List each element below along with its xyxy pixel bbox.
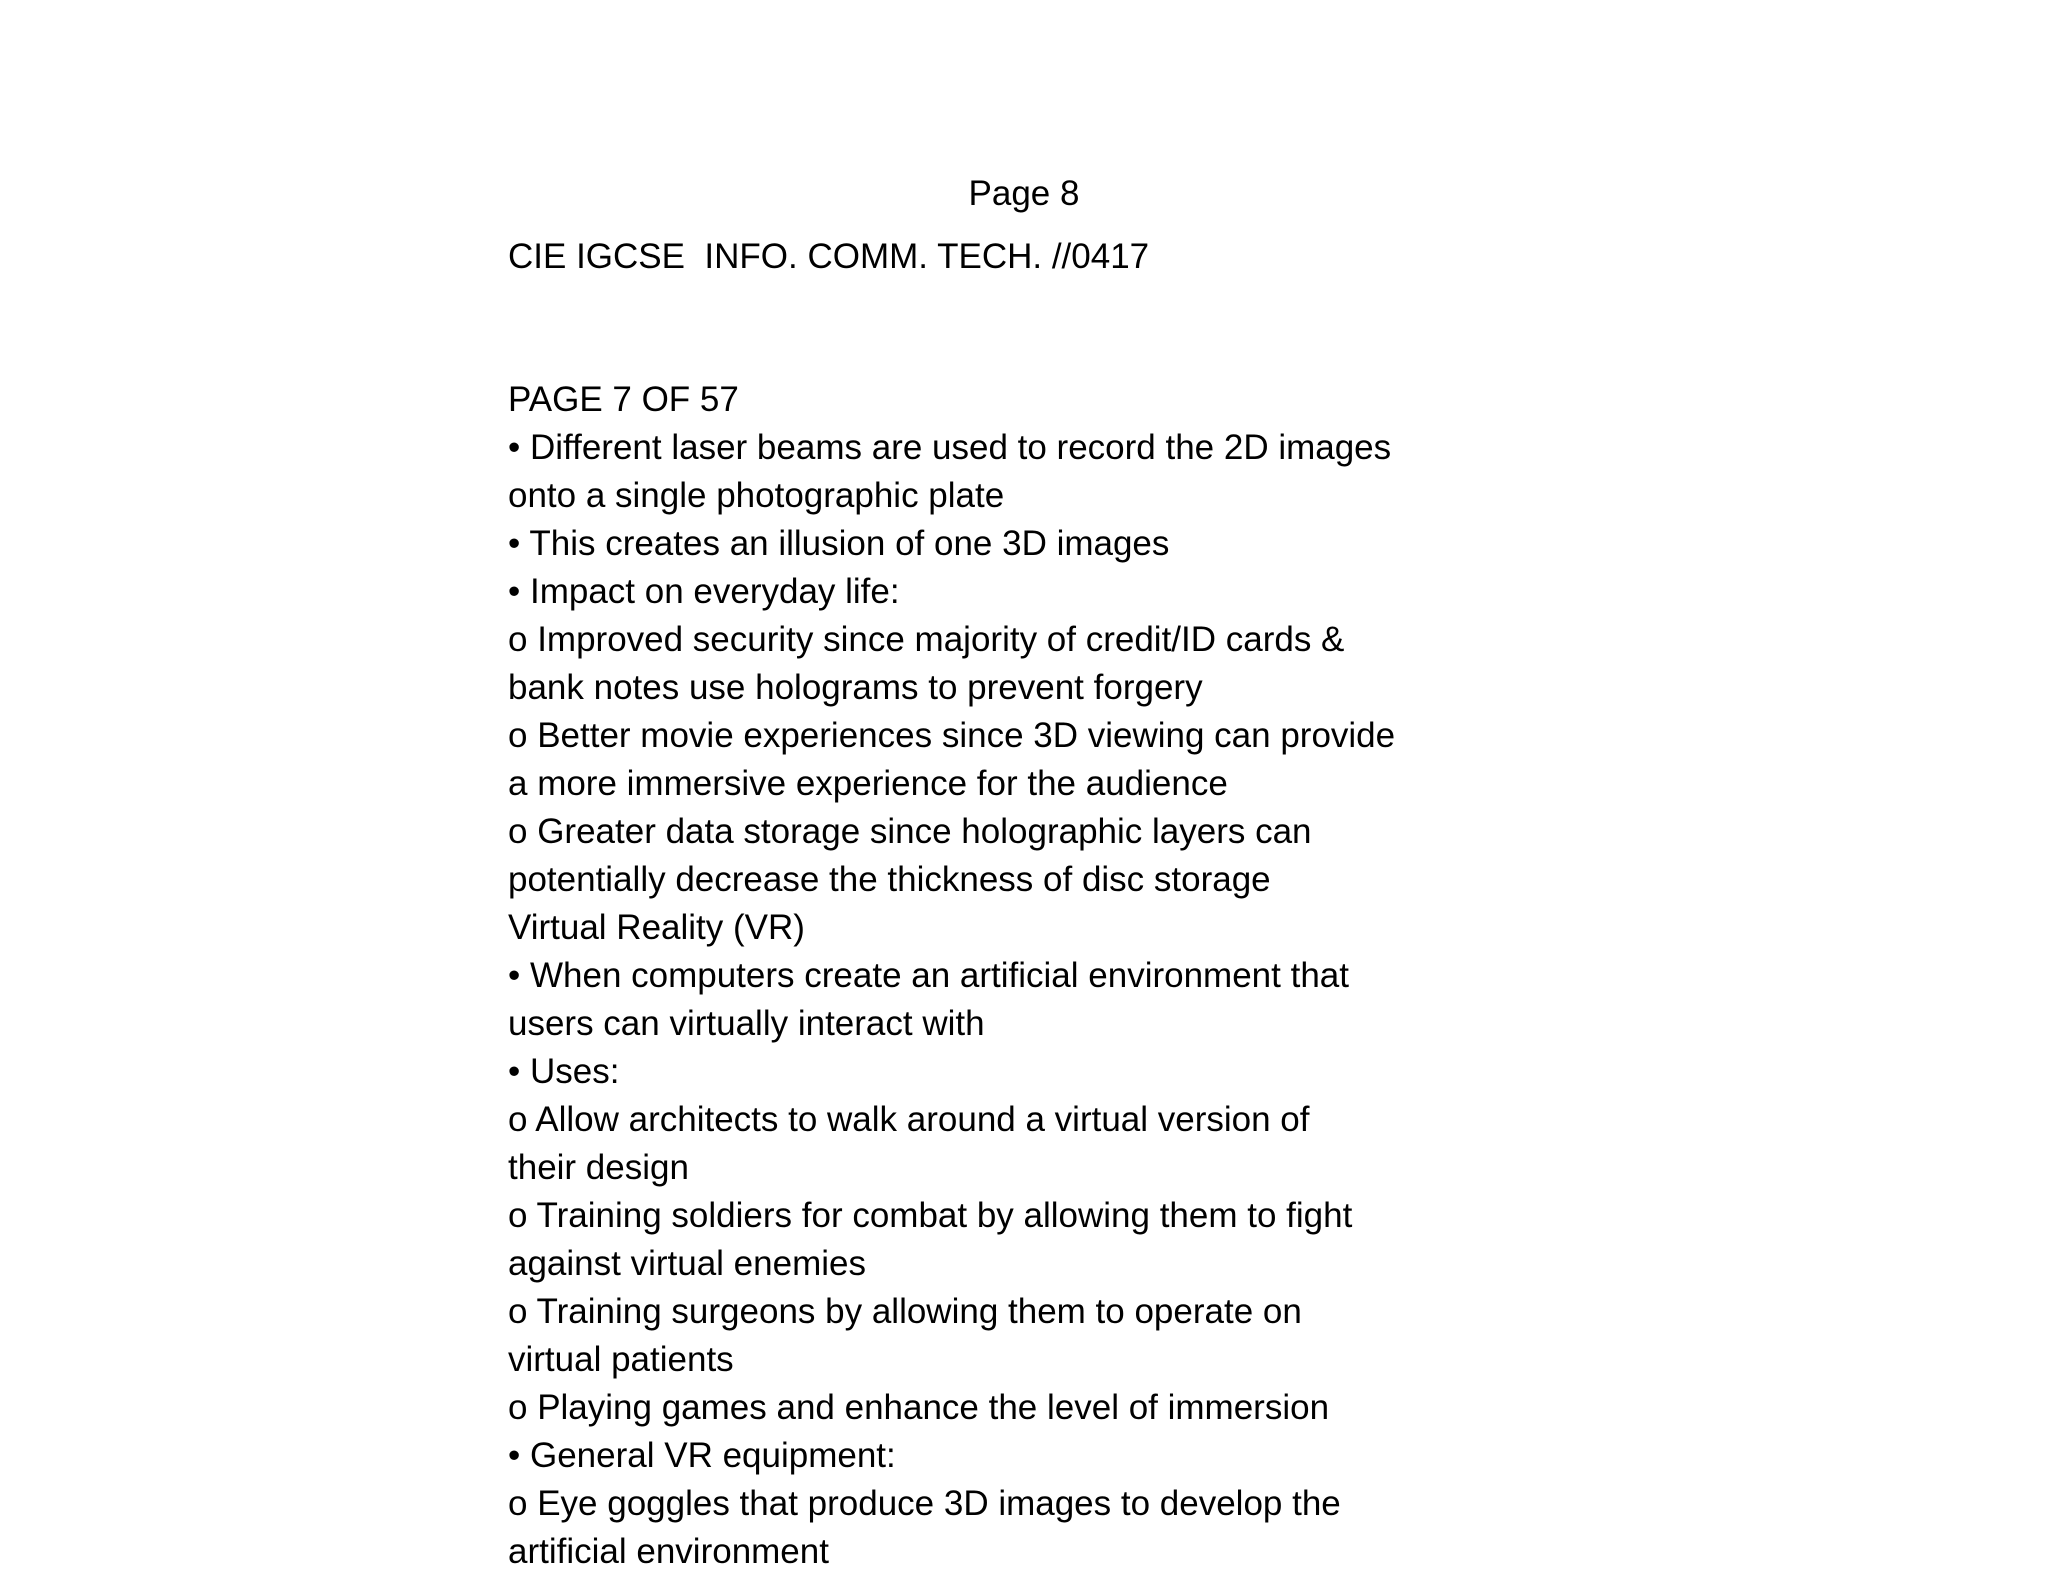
document-header: CIE IGCSE INFO. COMM. TECH. //0417 [508,237,1150,276]
text-line: • Impact on everyday life: [508,572,900,611]
text-line: onto a single photographic plate [508,476,1005,515]
text-line: a more immersive experience for the audience [508,764,1228,803]
text-line: o Playing games and enhance the level of immersion [508,1388,1330,1427]
text-line: • General VR equipment: [508,1436,896,1475]
text-line: o Training soldiers for combat by allowing them to fight [508,1196,1353,1235]
text-line: o Improved security since majority of credit/ID cards & [508,620,1345,659]
document-body [508,376,1488,1576]
text-line: virtual patients [508,1340,734,1379]
section-heading: Virtual Reality (VR) [508,908,805,947]
text-line: bank notes use holograms to prevent forgery [508,668,1203,707]
text-line: o Better movie experiences since 3D viewing can provide [508,716,1396,755]
page-of-label: PAGE 7 OF 57 [508,380,739,419]
text-line: against virtual enemies [508,1244,866,1283]
text-line: their design [508,1148,689,1187]
text-line: • When computers create an artificial environment that [508,956,1349,995]
text-line: o Training surgeons by allowing them to operate on [508,1292,1302,1331]
text-line: o Allow architects to walk around a virtual version of [508,1100,1310,1139]
text-line-clipped: artificial environment [508,1532,829,1571]
page-number: Page 8 [968,174,1080,213]
text-line: o Eye goggles that produce 3D images to develop the [508,1484,1341,1523]
text-line: • This creates an illusion of one 3D images [508,524,1170,563]
text-line: users can virtually interact with [508,1004,985,1043]
text-line: o Greater data storage since holographic layers can [508,812,1312,851]
text-line: • Different laser beams are used to record the 2D images [508,428,1392,467]
text-line: potentially decrease the thickness of disc storage [508,860,1271,899]
text-line: • Uses: [508,1052,620,1091]
